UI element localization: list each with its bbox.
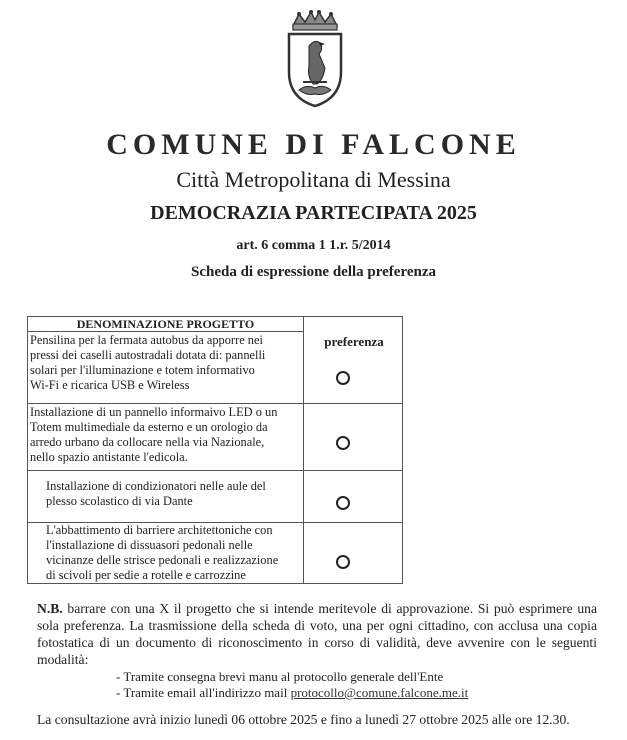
email-link[interactable]: protocollo@comune.falcone.me.it [290,685,469,700]
column-header-preference: preferenza [324,334,384,349]
submission-method-1: - Tramite consegna brevi manu al protocollo generale dell'Ente [116,669,444,684]
municipal-crest-icon [279,10,351,110]
table-row-project-3: Installazione di condizionatori nelle aule del plesso scolastico di via Dante [46,479,266,508]
preference-radio-3[interactable] [336,496,350,510]
table-row-project-4: L'abbattimento di barriere architettoniche con l'installazione di dissuasori pedonali nelle vicinanze delle strisce pedonali e realizzazione di scivoli per sedie a rotelle e carrozzine [46,523,279,582]
section-heading: DEMOCRAZIA PARTECIPATA 2025 [150,202,477,224]
preference-radio-2[interactable] [336,436,350,450]
page-subtitle: Città Metropolitana di Messina [176,167,451,192]
note-text: barrare con una X il progetto che si intende meritevole di approvazione. Si può esprimere una sola preferenza. La trasmissione della scheda di voto, una per ogni cittadino, con acclusa una copia fotostatica di un documento di riconoscimento in corso di validità, deve avvenire con le seguenti modalità: [37,601,597,667]
consultation-dates: La consultazione avrà inizio lunedì 06 ottobre 2025 e fino a lunedì 27 ottobre 2025 alle ore 12.30. [37,712,570,727]
note-label: N.B. [37,601,63,616]
table-row-project-1: Pensilina per la fermata autobus da apporre nei pressi dei caselli autostradali dotata di: pannelli solari per l'illuminazione e totem informativo Wi-Fi e ricarica USB e Wireless [30,333,266,392]
legal-reference: art. 6 comma 1 1.r. 5/2014 [236,238,391,253]
table-row-project-2: Installazione di un pannello informaivo LED o un Totem multimediale da esterno e un orologio da arredo urbano da collocare nella via Nazionale, nello spazio antistante l'edicola. [30,405,278,464]
preference-radio-4[interactable] [336,555,350,569]
page-title: COMUNE DI FALCONE [106,128,521,161]
ballot-title: Scheda di espressione della preferenza [191,264,436,280]
submission-method-2: - Tramite email all'indirizzo mail protocollo@comune.falcone.me.it [116,685,469,700]
column-header-project: DENOMINAZIONE PROGETTO [28,317,303,332]
instructions-note [37,600,597,668]
preference-radio-1[interactable] [336,371,350,385]
ballot-table [27,316,403,584]
